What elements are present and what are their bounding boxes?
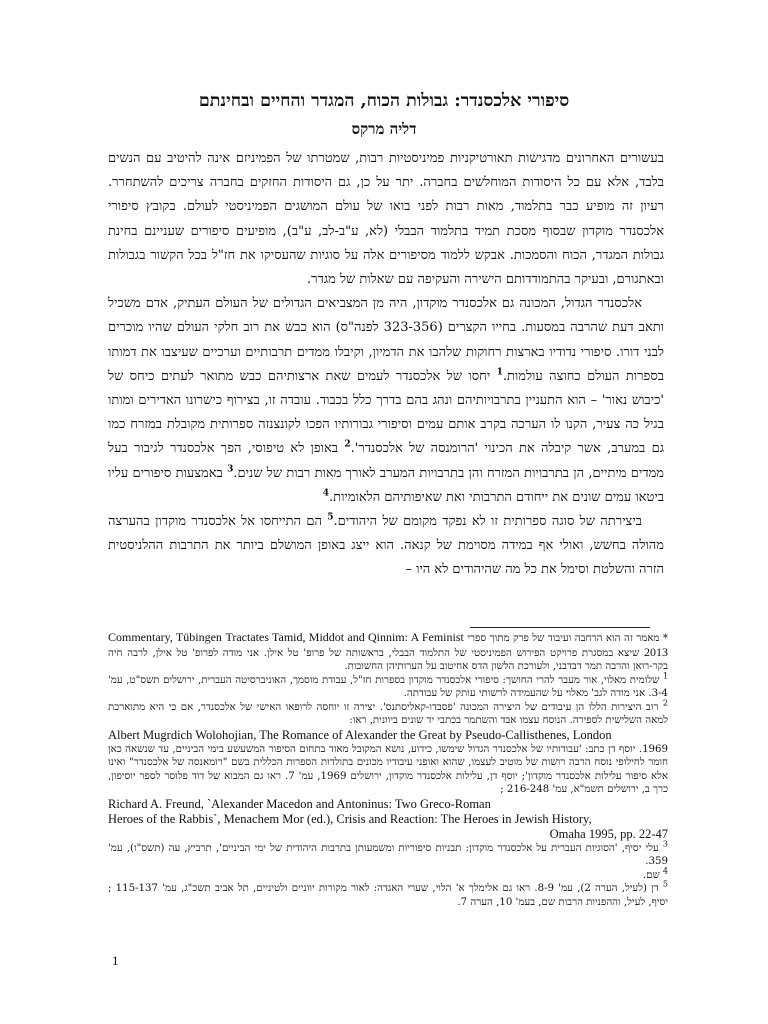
footnote-5-text: דן (לעיל, הערה 2), עמ' 8-9. ראו גם אלימלך א' הלוי, שערי האגדה: לאור מקורות יווניים ולטיניים, תל אביב תשכ"ג, עמ' 115-137 ; יסיף, לעיל, וההפניות הרבות שם, בעמ' 10, הערה 7. (108, 883, 668, 908)
footnote-separator (470, 627, 650, 628)
footnote-star-latin-2: Commentary, Tübingen 2013 (108, 630, 668, 659)
footnote-2-citation-2: Richard A. Freund, `Alexander Macedon and Antoninus: Two Greco-Roman (108, 796, 491, 811)
paragraph-3-part-a: ביצירתה של סוגה ספרותית זו לא נפקד מקומם של היהודים. (333, 514, 642, 530)
footnote-2 (108, 698, 669, 842)
footnote-3-number: 3 (662, 839, 668, 849)
footnote-1-text: שלומית מאלוי, אור מעבר להרי החושך: סיפורי אלכסנדר מוקדון בספרות חז"ל, עבודת מוסמך, האוניברסיטה העברית, ירושלים תשס"ט, עמ' 3-4. אני מודה לגב' מאלוי על שהעמידה לרשותי עותק של עבודתה. (108, 674, 668, 699)
footnote-4 (108, 866, 668, 883)
footnote-2-number: 2 (662, 698, 669, 708)
footnote-ref-5[interactable]: 5 (327, 512, 334, 523)
paragraph-2 (108, 292, 664, 510)
footnote-2-continuation-2: תשמ"א, עמ' 216-248 ; (500, 784, 604, 795)
author-name: דליה מרקס (351, 120, 417, 138)
paragraph-2-part-a: אלכסנדר הגדול, המכונה גם אלכסנדר מוקדון, היה מן המצביאים הגדולים של העולם העתיק, אדם משכיל ותאב דעת שהרבה במסעות. בחייו הקצרים (323-356 לפנה"ס) הוא כבש את רוב חלקי העולם שהיו מוכרים לבני דורו. סיפורי נדודיו בארצות רחוקות שלהבו את הדמיון, וקיבלו ממדים תרבותיים וערכיים שעיצבו את דמותו בספרות העולם כחוצה עולמות. (108, 296, 664, 384)
footnote-star-text-a: * מאמר זה הוא הרחבה ועיבוד של פרק מתוך ספרי (467, 633, 668, 644)
footnote-star-text-b: שיצא במסגרת פרויקט הפירוש הפמיניסטי של התלמוד הבבלי, בראשותה של פרופ' טל אילן. אני מודה לפרופ' טל אילן, לרבה חיה בקר-רואן והרבה תמר דבדבני, ולעורכת הלשון הדס אחיטוב על הערותיהן החשובות. (108, 647, 668, 672)
footnote-2-citation-3: Heroes of the Rabbis`, Menachem Mor (ed.), Crisis and Reaction: The Heroes in Jewish History, (108, 811, 592, 826)
footnote-3 (108, 839, 668, 869)
footnote-1 (108, 671, 668, 701)
footnote-5-number: 5 (662, 879, 668, 889)
footnote-5 (108, 879, 668, 909)
paragraph-2-part-c: באופן לא טיפוסי, הפך אלכסנדר לגיבור בעל ממדים מיתיים, הן בתרבויות המזרח והן בתרבויות המערב לאורך מאות רבות של שנים. (108, 441, 664, 481)
footnote-ref-4[interactable]: 4 (322, 488, 330, 499)
footnote-ref-2[interactable]: 2 (344, 440, 351, 451)
paragraph-1: בעשורים האחרונים מדגישות תאורטיקניות פמיניסטיות רבות, שמטרתו של הפמיניזם אינה להיטיב עם הנשים בלבד, אלא עם כל היסודות המוחלשים בחברה. יתר על כן, גם היסודות החזקים בחברה צריכים להשתחרר. רעיון זה מופיע כבר בתלמוד, מאות רבות לפני בואו של עולם המושגים הפמיניסטי לעולם. בקובץ סיפורי אלכסנדר מוקדון שבסוף מסכת תמיד בתלמוד הבבלי (לא, ע"ב-לב, ע"ב), מופיעים סיפורים שעניינם בחינת גבולות המגדר, הכוח והסמכות. אבקש ללמוד מסיפורים אלה על סוגיות שהעסיקו את חז"ל בכל הקשור בגבולות ובאתגורם, ובעיקר בהתמודדותם הישירה והעקיפה עם שאלות של מגדר. (108, 151, 664, 288)
footnote-star (108, 631, 668, 674)
paragraph-3-part-b: הם התייחסו אל אלכסנדר מוקדון בהערצה מהולה בחשש, ואולי אף במידה מסוימת של קנאה. הוא ייצג באופן המושלם ביותר את התרבות ההלניסטית הזרה והשלטת וסימל את כל מה שהיהודים לא היו – (108, 514, 664, 578)
footnote-3-text: עלי יסיף, 'הסוגיות העברית על אלכסנדר מוקדון: תבניות סיפוריות ומשמעותן בתרבות היהודית של ימי הביניים', תרביץ, עה (תשס"ו), עמ' 359. (108, 842, 668, 867)
footnote-2-continuation: 1969. יוסף דן כתב: 'עבודותיו של אלכסנדר הגדול שימשו, כידוע, נושא המקובל מאוד בתחום הסיפור המשעשע בימי הביניים, עד שנשאה כאן חומר לחילופי נוסח הרבה רושות של מוטיב לעצמו, שהוא ואופני עיבודיו מכונים בתולדות הספרות הכללית בשם "רומאנסה של אלכסנדר" ואינו אלא סיפור עלילות אלכסנדר מוקדון'; יוסף דן, עלילות אלכסנדר מוקדון, ירושלים 1969, עמ' 7. ראו גם המבוא של דוד פלוסר לספר יוסיפון, כרך ב, ירושלים (108, 743, 668, 795)
paragraph-2-part-d: באמצעות סיפורים עליו ביטאו עמים שונים את ייחודם התרבותי ואת שאיפותיהם הלאומיות. (108, 465, 664, 505)
footnote-4-text: שם. (642, 869, 660, 881)
footnote-ref-3[interactable]: 3 (227, 464, 234, 475)
footnote-2-citation-1: Albert Mugrdich Wolohojian, The Romance of Alexander the Great by Pseudo-Callisthenes, London (108, 727, 612, 742)
footnote-1-number: 1 (662, 671, 668, 681)
footnote-ref-1[interactable]: 1 (496, 367, 503, 378)
footnote-4-number: 4 (662, 866, 668, 876)
body-text (108, 147, 664, 583)
footnote-star-latin-1: Tractates Tamid, Middot and Qinnim: A Feminist (225, 630, 464, 644)
paragraph-2-part-b: יחסו של אלכסנדר לעמים שאת ארצותיהם כבש מתואר לעתים כיחס של 'כיבוש נאור' – הוא התעניין בתרבויותיהם ונהג בהם בדרך כלל בכבוד. עובדה זו, בצירוף כישרונו האדירים ומותו בגיל כה צעיר, הקנו לו הערכה בקרב אותם עמים וסיפורי גבורותיו הפכו לקונצנזה ספרותית מקובלת במזרח כמו גם במערב, אשר קיבלה את הכינוי 'הרומנסה של אלכסנדר'. (108, 368, 664, 457)
footnote-2-citation-4: Omaha 1995, pp. 22-47 (549, 826, 668, 841)
footnotes (108, 631, 668, 909)
page-title: סיפורי אלכסנדר: גבולות הכוח, המגדר והחיים ובחינתם (198, 91, 570, 111)
footnote-2-text: רוב היצירות הללו הן עיבודים של היצירה המכונה 'פסבדו-קאליסתנס'. יצירה זו יוחסה לרופאו האישי של אלכסנדר, אם כי היא מתוארכת למאה השלישית לספירה. הנוסח עצמו אבד והשתמר בכתבי יד שונים ביוונית, ראו: (108, 701, 668, 726)
paragraph-3 (108, 510, 664, 583)
page-number: 1 (112, 953, 119, 968)
